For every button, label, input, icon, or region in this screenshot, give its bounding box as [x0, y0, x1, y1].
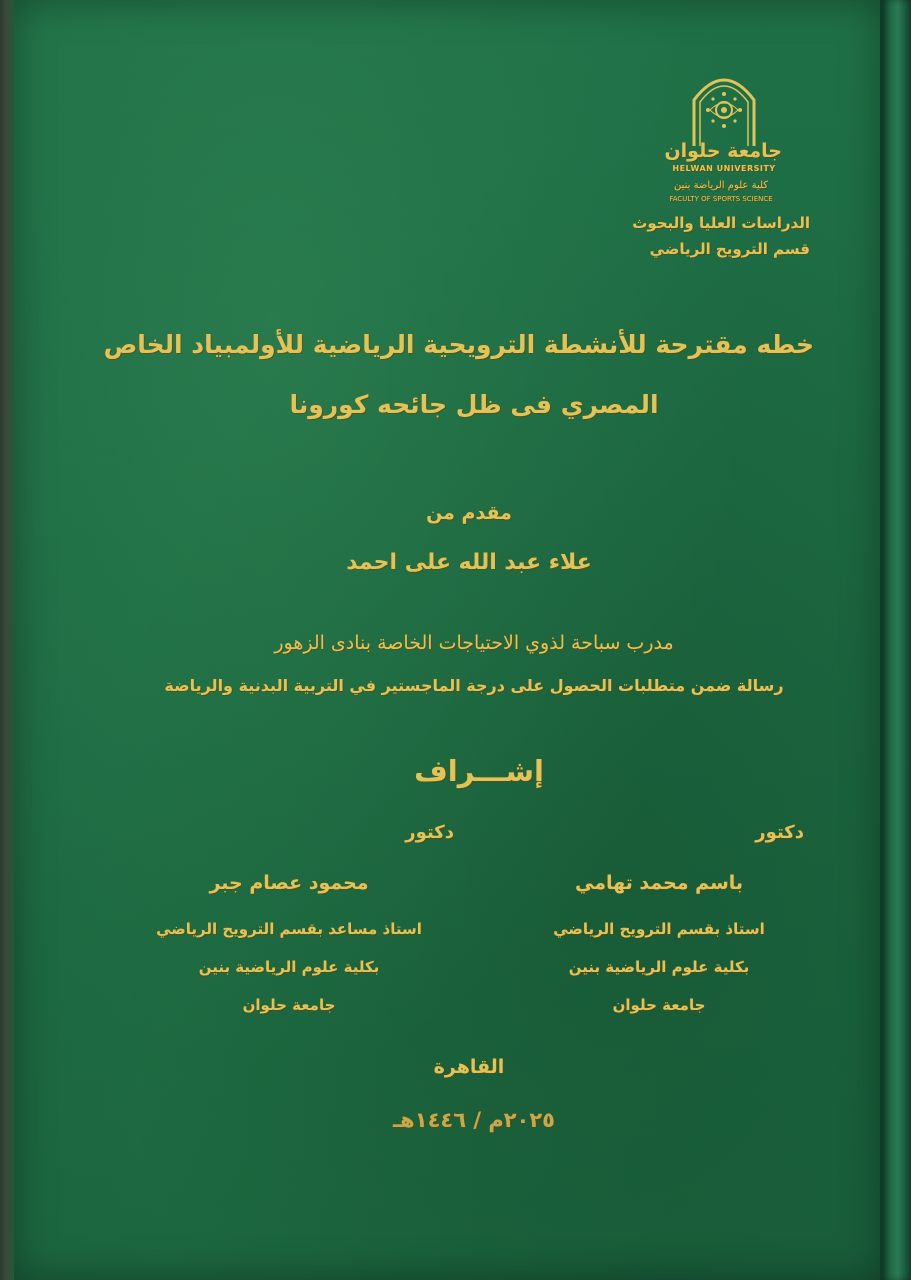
- book-spine: [880, 0, 911, 1280]
- supervisor-2-university: جامعة حلوان: [242, 996, 336, 1014]
- faculty-name-english: FACULTY OF SPORTS SCIENCE: [669, 195, 773, 203]
- author-name: علاء عبد الله على احمد: [346, 550, 592, 575]
- faculty-name-arabic: كلية علوم الرياضة بنين: [673, 180, 769, 191]
- author-position: مدرب سباحة لذوي الاحتياجات الخاصة بنادى الزهور: [274, 632, 674, 654]
- university-name-english: HELWAN UNIVERSITY: [672, 164, 776, 173]
- publication-date: ٢٠٢٥م / ١٤٤٦هـ: [393, 1108, 555, 1132]
- submitted-by-label: مقدم من: [426, 502, 512, 524]
- supervisor-1-university: جامعة حلوان: [612, 996, 706, 1014]
- supervision-heading: إشـــراف: [414, 754, 544, 788]
- supervisor-2-title: دكتور: [405, 822, 454, 843]
- department-label: قسم الترويح الرياضي: [649, 240, 810, 258]
- thesis-title-line-2: المصري فى ظل جائحه كورونا: [289, 390, 659, 419]
- supervisor-1-rank: استاذ بقسم الترويح الرياضي: [553, 920, 765, 938]
- city-label: القاهرة: [433, 1056, 505, 1078]
- supervisor-1-faculty: بكلية علوم الرياضية بنين: [568, 958, 750, 976]
- supervisor-2-name: محمود عصام جبر: [209, 872, 369, 894]
- thesis-title-line-1: خطه مقترحة للأنشطة الترويحية الرياضية للأولمبياد الخاص: [103, 330, 814, 359]
- supervisor-2-faculty: بكلية علوم الرياضية بنين: [198, 958, 380, 976]
- postgraduate-studies-label: الدراسات العليا والبحوث: [632, 214, 810, 232]
- university-name-arabic: جامعة حلوان: [664, 140, 782, 162]
- supervisor-1-name: باسم محمد تهامي: [574, 872, 744, 894]
- book-cover: [14, 0, 882, 1280]
- supervisor-1-title: دكتور: [755, 822, 804, 843]
- supervisor-2-rank: استاذ مساعد بقسم الترويح الرياضي: [156, 920, 422, 938]
- degree-statement: رسالة ضمن متطلبات الحصول على درجة الماجستير في التربية البدنية والرياضة: [164, 676, 784, 695]
